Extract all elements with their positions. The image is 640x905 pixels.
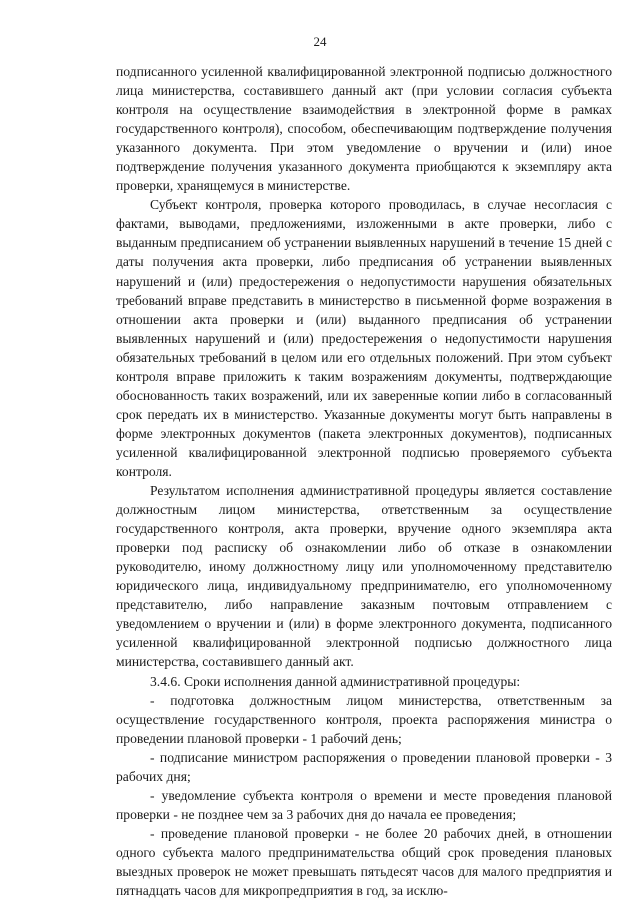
list-item-signing: - подписание министром распоряжения о проведении плановой проверки - 3 рабочих дня; <box>116 749 612 784</box>
paragraph-objections: Субъект контроля, проверка которого проводилась, в случае несогласия с фактами, выводами, предложениями, изложенными в акте проверки, либо с выданным предписанием об устранении выявленных нарушений в течение 15 дней с даты получения акта проверки, либо предписания об устранении выявленных нарушений и (или) предостережения о недопустимости нарушения обязательных требований вправе представить в министерство в письменной форме возражения в отношении акта проверки и (или) выданного предписания об устранении выявленных нарушений и (или) предостережения о недопустимости нарушения обязательных требований в целом или его отдельных положений. При этом субъект контроля вправе приложить к таким возражениям документы, подтверждающие обоснованность таких возражений, или их заверенные копии либо в согласованный срок передать их в министерство. Указанные документы могут быть направлены в форме электронных документов (пакета электронных документов), подписанных усиленной квалифицированной электронной подписью проверяемого субъекта контроля. <box>116 197 612 479</box>
paragraph-result: Результатом исполнения административной процедуры является составление должностным лицом министерства, ответственным за осуществление государственного контроля, акта проверки, вручение одного экземпляра акта проверки под расписку об ознакомлении либо об отказе в ознакомлении руководителю, иному должностному лицу или уполномоченному представителю юридического лица, индивидуальному предпринимателю, его уполномоченному представителю, либо направление заказным почтовым отправлением с уведомлением о вручении и (или) в форме электронного документа, подписанного усиленной квалифицированной электронной подписью должностного лица министерства, составившего данный акт. <box>116 483 612 670</box>
list-item-preparation: - подготовка должностным лицом министерства, ответственным за осуществление государственного контроля, проекта распоряжения министра о проведении плановой проверки - 1 рабочий день; <box>116 692 612 746</box>
list-item-inspection: - проведение плановой проверки - не более 20 рабочих дней, в отношении одного субъекта малого предпринимательства общий срок проведения плановых выездных проверок не может превышать пятьдесят часов для малого предприятия и пятнадцать часов для микропредприятия в год, за исклю- <box>116 825 612 899</box>
document-body <box>116 62 612 900</box>
page-number: 24 <box>313 34 327 49</box>
paragraph-continuation: подписанного усиленной квалифицированной электронной подписью должностного лица министерства, составившего данный акт (при условии согласия субъекта контроля на осуществление взаимодействия в электронной форме в рамках государственного контроля), способом, обеспечивающим подтверждение получения указанного документа. При этом уведомление о вручении и (или) иное подтверждение получения указанного документа приобщаются к экземпляру акта проверки, хранящемуся в министерстве. <box>116 64 612 194</box>
list-item-notification: - уведомление субъекта контроля о времени и месте проведения плановой проверки - не позднее чем за 3 рабочих дня до начала ее проведения; <box>116 787 612 822</box>
section-heading-3-4-6: 3.4.6. Сроки исполнения данной административной процедуры: <box>150 673 521 689</box>
